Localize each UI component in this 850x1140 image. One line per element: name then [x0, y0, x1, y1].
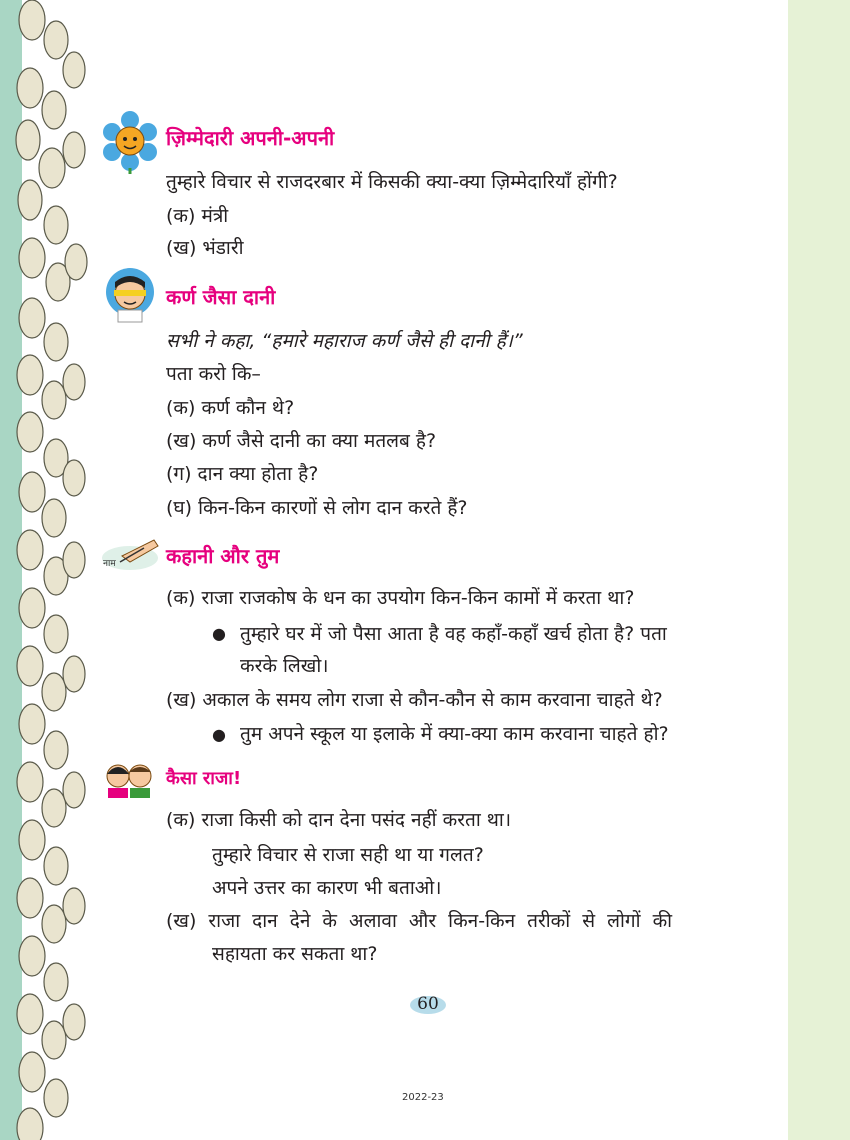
section-title-story-and-you: कहानी और तुम [166, 544, 280, 568]
question-subitem: तुम अपने स्कूल या इलाके में क्या-क्या काम करवाना चाहते हो? [240, 723, 669, 745]
sunflower-icon [100, 110, 160, 174]
quote-line: सभी ने कहा, “हमारे महाराज कर्ण जैसे ही दानी हैं।” [166, 330, 523, 352]
question-item: (ख) भंडारी [166, 237, 244, 259]
right-margin-strip [788, 0, 850, 1140]
question-subitem: करके लिखो। [240, 655, 329, 677]
year-footer: 2022-23 [402, 1092, 444, 1103]
question-subitem: अपने उत्तर का कारण भी बताओ। [212, 877, 442, 899]
question-item: (ख) अकाल के समय लोग राजा से कौन-कौन से काम करवाना चाहते थे? [166, 689, 663, 711]
writing-hand-label: नाम [103, 559, 116, 569]
question-line: तुम्हारे विचार से राजदरबार में किसकी क्या-क्या ज़िम्मेदारियाँ होंगी? [166, 171, 618, 193]
section-title-what-king: कैसा राजा! [166, 768, 242, 789]
blindfolded-boy-icon [100, 266, 160, 324]
two-children-icon [100, 758, 158, 798]
bullet-icon: ● [212, 725, 226, 744]
question-subitem: तुम्हारे घर में जो पैसा आता है वह कहाँ-कहाँ खर्च होता है? पता [240, 623, 667, 645]
question-item: (क) मंत्री [166, 205, 229, 227]
question-subitem: तुम्हारे विचार से राजा सही था या गलत? [212, 844, 484, 866]
question-item: (क) राजा राजकोष के धन का उपयोग किन-किन कामों में करता था? [166, 587, 635, 609]
coin-chain-decoration [4, 0, 96, 1140]
question-item: (घ) किन-किन कारणों से लोग दान करते हैं? [166, 497, 468, 519]
question-item: (ख) राजा दान देने के अलावा और किन-किन तरीकों से लोगों की [166, 910, 673, 932]
page-number: 60 [417, 994, 439, 1014]
question-subitem: सहायता कर सकता था? [212, 943, 378, 965]
question-line: पता करो कि– [166, 363, 261, 385]
bullet-icon: ● [212, 624, 226, 643]
question-item: (क) राजा किसी को दान देना पसंद नहीं करता था। [166, 809, 512, 831]
question-item: (ख) कर्ण जैसे दानी का क्या मतलब है? [166, 430, 437, 452]
question-item: (क) कर्ण कौन थे? [166, 397, 295, 419]
section-title-karna: कर्ण जैसा दानी [166, 285, 276, 309]
question-item: (ग) दान क्या होता है? [166, 463, 319, 485]
section-title-responsibility: ज़िम्मेदारी अपनी-अपनी [166, 126, 335, 150]
